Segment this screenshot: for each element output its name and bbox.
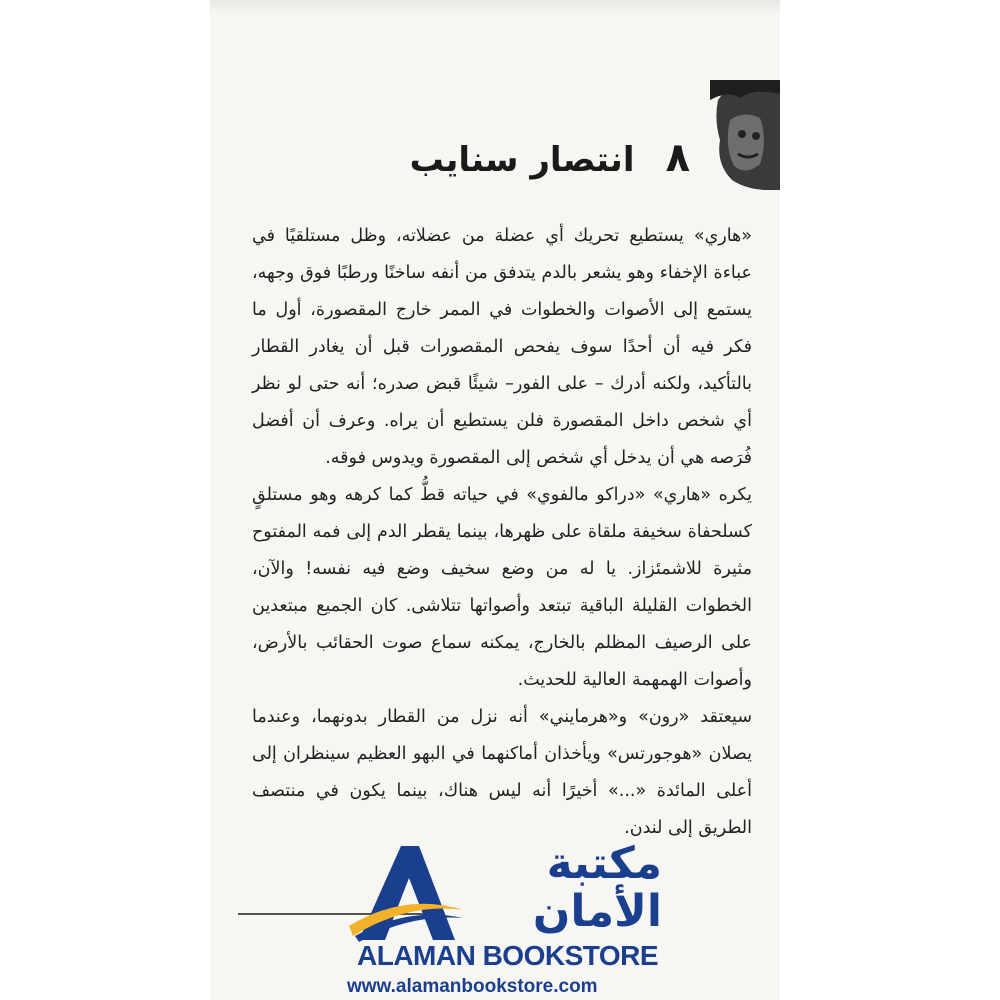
paragraph: يكره «هاري» «دراكو مالفوي» في حياته قطُّ كما كرهه وهو مستلقٍ كسلحفاة سخيفة ملقاة على ظهرها، بينما يقطر الدم إلى فمه المفتوح مثيرة للاشمئزاز. يا له من وضع سخيف وضع فيه نفسه! والآن، الخطوات القليلة الباقية تبتعد وأصواتها تتلاشى. كان الجميع مبتعدين على الرصيف المظلم بالخارج، يمكنه سماع صوت الحقائب بالأرض، وأصوات الهمهمة العالية للحديث. [252, 485, 752, 690]
bookstore-logo-icon [345, 840, 465, 945]
bookstore-arabic-line1: مكتبة [546, 838, 662, 889]
bookstore-url: www.alamanbookstore.com [347, 976, 598, 997]
paragraph: «هاري» يستطيع تحريك أي عضلة من عضلاته، وظل مستلقيًا في عباءة الإخفاء وهو يشعر بالدم يتدفق من أنفه ساخنًا ورطبًا فوق وجهه، يستمع إلى الأصوات والخطوات في الممر خارج المقصورة، أول ما فكر فيه أن أحدًا سوف يفحص المقصورات قبل أن يغادر القطار بالتأكيد، ولكنه أدرك – على الفور– شيئًا قبض صدره؛ أنه حتى لو نظر أي شخص داخل المقصورة فلن يستطيع أن يراه. وعرف أن أفضل فُرَصه هي أن يدخل أي شخص إلى المقصورة ويدوس فوقه. [252, 226, 752, 468]
chapter-body [252, 218, 752, 847]
store-watermark [345, 840, 665, 1000]
bookstore-english-name: ALAMAN BOOKSTORE [357, 940, 659, 971]
bookstore-arabic-name [462, 840, 662, 936]
paragraph: سيعتقد «رون» و«هرمايني» أنه نزل من القطار بدونهما، وعندما يصلان «هوجورتس» ويأخذان أماكنهما في البهو العظيم سينظران إلى أعلى المائدة «...» أخيرًا أنه ليس هناك، بينما يكون في منتصف الطريق إلى لندن. [252, 707, 752, 838]
character-portrait-image [710, 80, 780, 190]
chapter-number: ٨ [665, 135, 690, 181]
chapter-title: انتصار سنايب [409, 140, 635, 180]
page-edge [210, 0, 780, 14]
bookstore-arabic-line2: الأمان [532, 886, 662, 937]
chapter-heading [360, 135, 690, 190]
